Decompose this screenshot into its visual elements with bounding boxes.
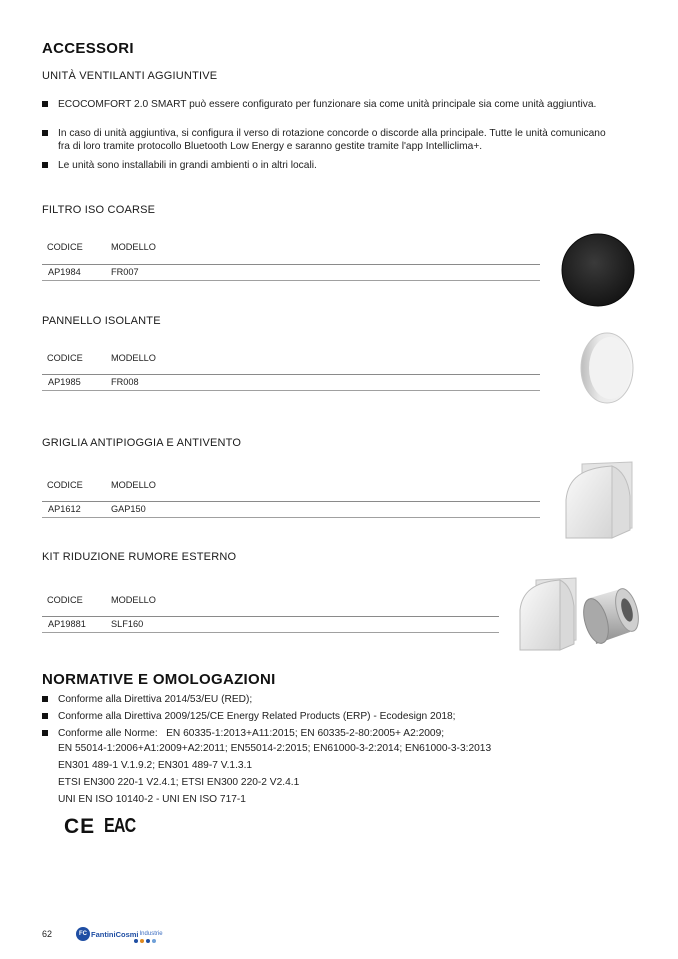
noise-kit-icon [516, 574, 642, 654]
table-header-model: MODELLO [111, 480, 156, 490]
table-cell-code: AP19881 [48, 619, 86, 629]
table-cell-code: AP1985 [48, 377, 81, 387]
rain-grille-icon [560, 460, 636, 542]
table-divider [42, 616, 499, 617]
logo-dots-icon [133, 938, 159, 944]
panel-disc-icon [574, 330, 634, 408]
table-cell-model: SLF160 [111, 619, 144, 629]
table-header-code: CODICE [47, 353, 83, 363]
table-divider [42, 280, 540, 281]
table-cell-code: AP1984 [48, 267, 81, 277]
normative-bullet: Conforme alle Norme: EN 60335-1:2013+A11:2015; EN 60335-2-80:2005+ A2:2009; [42, 727, 622, 740]
table-divider [42, 264, 540, 265]
table-divider [42, 517, 540, 518]
table-header-model: MODELLO [111, 353, 156, 363]
table-divider [42, 501, 540, 502]
product-title: FILTRO ISO COARSE [42, 204, 156, 216]
table-header-model: MODELLO [111, 595, 156, 605]
table-header-code: CODICE [47, 595, 83, 605]
table-divider [42, 374, 540, 375]
bullet-square-icon [42, 730, 48, 736]
filter-disc-icon [560, 232, 640, 312]
section-title-normative: NORMATIVE E OMOLOGAZIONI [42, 671, 276, 688]
table-header-model: MODELLO [111, 242, 156, 252]
normative-bullet: Conforme alla Direttiva 2009/125/CE Energy Related Products (ERP) - Ecodesign 2018; [42, 710, 602, 723]
product-title: GRIGLIA ANTIPIOGGIA E ANTIVENTO [42, 437, 242, 449]
product-title: PANNELLO ISOLANTE [42, 315, 161, 327]
table-cell-model: GAP150 [111, 504, 146, 514]
bullet-square-icon [42, 713, 48, 719]
company-logo: FC Fantini Cosmi Industrie [76, 926, 163, 942]
product-title: KIT RIDUZIONE RUMORE ESTERNO [42, 551, 237, 563]
bullet-item: ECOCOMFORT 2.0 SMART può essere configurato per funzionare sia come unità principale sia come unità aggiuntiva. [42, 98, 602, 111]
page-number: 62 [42, 929, 53, 939]
ce-mark-icon: CE [64, 815, 96, 838]
normative-continuation: EN 55014-1:2006+A1:2009+A2:2011; EN55014-2:2015; EN61000-3-2:2014; EN61000-3-3:2013 EN301 489-1 V.1.9.2; EN301 489-7 V.1.3.1 ETSI EN300 220-1 V2.4.1; ETSI EN300 220-2 V2.4.1 UNI EN ISO 10140-2 - UNI EN ISO 717-1 [58, 743, 492, 805]
table-header-code: CODICE [47, 480, 83, 490]
bullet-square-icon [42, 162, 48, 168]
eac-mark-icon: EAC [104, 815, 136, 837]
logo-badge-icon: FC [76, 927, 90, 941]
bullet-square-icon [42, 101, 48, 107]
bullet-item: In caso di unità aggiuntiva, si configura il verso di rotazione concorde o discorde alla principale. Tutte le unità comunicano fra di loro tramite protocollo Bluetooth Low Energy e saranno gestite tramite l'app Intelliclima+. [42, 127, 612, 153]
bullet-square-icon [42, 696, 48, 702]
table-header-code: CODICE [47, 242, 83, 252]
table-divider [42, 390, 540, 391]
bullet-item: Le unità sono installabili in grandi ambienti o in altri locali. [42, 159, 602, 172]
table-cell-code: AP1612 [48, 504, 81, 514]
section-title-accessori: ACCESSORI [42, 40, 134, 57]
bullet-square-icon [42, 130, 48, 136]
table-divider [42, 632, 499, 633]
section-subtitle: UNITÀ VENTILANTI AGGIUNTIVE [42, 70, 218, 82]
table-cell-model: FR007 [111, 267, 139, 277]
normative-bullet: Conforme alla Direttiva 2014/53/EU (RED); [42, 693, 602, 706]
table-cell-model: FR008 [111, 377, 139, 387]
